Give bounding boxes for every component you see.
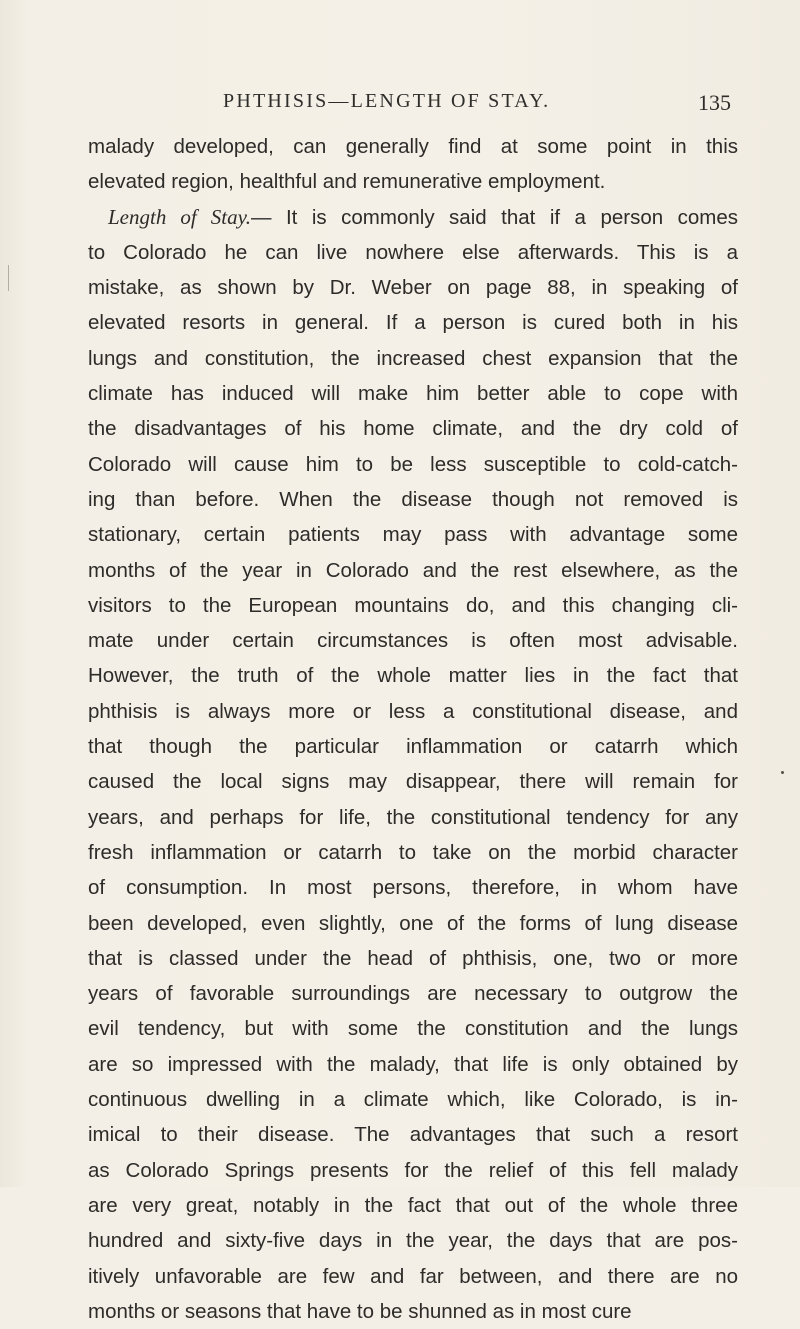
margin-speck xyxy=(781,771,784,774)
text-line: malady developed, can generally find at some point in this xyxy=(88,135,738,158)
text-line: phthisis is always more or less a constitutional disease, and xyxy=(88,699,738,723)
text-line: Colorado will cause him to be less susceptible to cold-catch- xyxy=(88,452,738,476)
section-heading: Length of Stay. xyxy=(108,204,251,229)
text-line: elevated resorts in general. If a person is cured both in his xyxy=(88,311,738,335)
text-line: of consumption. In most persons, therefore, in whom have xyxy=(88,876,738,900)
paragraph-heading-line xyxy=(88,200,738,235)
text-line: years of favorable surroundings are necessary to outgrow the xyxy=(88,982,738,1006)
text-line: months or seasons that have to be shunned as in most cure xyxy=(88,1299,632,1323)
text-line: been developed, even slightly, one of the forms of lung disease xyxy=(88,911,738,935)
text-line: stationary, certain patients may pass with advantage some xyxy=(88,523,738,547)
text-line: itively unfavorable are few and far between, and there are no xyxy=(88,1264,738,1288)
text-line: are very great, notably in the fact that out of the whole three xyxy=(88,1193,738,1217)
text-line: months of the year in Colorado and the rest elsewhere, as the xyxy=(88,558,738,582)
text-line: mistake, as shown by Dr. Weber on page 88, in speaking of xyxy=(88,276,738,300)
text-line: caused the local signs may disappear, there will remain for xyxy=(88,770,738,794)
text-line: visitors to the European mountains do, and this changing cli- xyxy=(88,593,738,617)
text-line-fragment: — It is commonly said that if a person comes xyxy=(251,205,738,229)
text-line: mate under certain circumstances is often most advisable. xyxy=(88,629,738,653)
text-line: lungs and constitution, the increased chest expansion that the xyxy=(88,346,738,370)
text-line: the disadvantages of his home climate, and the dry cold of xyxy=(88,417,738,441)
text-line: that is classed under the head of phthisis, one, two or more xyxy=(88,946,738,970)
page-number: 135 xyxy=(698,90,731,115)
text-line: elevated region, healthful and remunerative employment. xyxy=(88,170,606,194)
text-line: to Colorado he can live nowhere else afterwards. This is a xyxy=(88,240,738,264)
text-line: ing than before. When the disease though not removed is xyxy=(88,487,738,511)
text-line: evil tendency, but with some the constitution and the lungs xyxy=(88,1017,738,1041)
running-head xyxy=(0,90,800,120)
text-line: that though the particular inflammation or catarrh which xyxy=(88,735,738,759)
text-line: years, and perhaps for life, the constitutional tendency for any xyxy=(88,805,738,829)
text-line: climate has induced will make him better able to cope with xyxy=(88,382,738,406)
text-line: continuous dwelling in a climate which, like Colorado, is in- xyxy=(88,1088,738,1112)
text-line: However, the truth of the whole matter lies in the fact that xyxy=(88,664,738,688)
text-line: fresh inflammation or catarrh to take on the morbid character xyxy=(88,840,738,864)
body-text xyxy=(88,129,738,1329)
margin-binding-mark xyxy=(8,265,12,291)
text-line: as Colorado Springs presents for the relief of this fell malady xyxy=(88,1158,738,1182)
text-line: hundred and sixty-five days in the year, the days that are pos- xyxy=(88,1229,738,1253)
text-line: imical to their disease. The advantages that such a resort xyxy=(88,1123,738,1147)
text-line: are so impressed with the malady, that life is only obtained by xyxy=(88,1052,738,1076)
running-title: PHTHISIS—LENGTH OF STAY. xyxy=(223,90,551,112)
